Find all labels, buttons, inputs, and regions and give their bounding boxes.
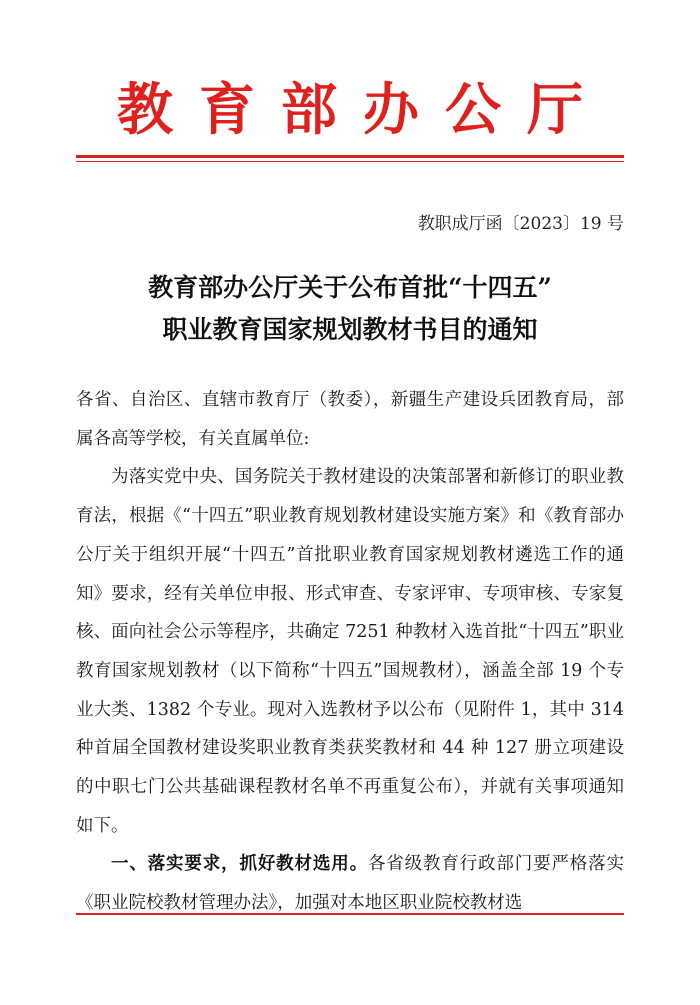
section-1-paragraph bbox=[76, 845, 624, 922]
masthead-title: 教育部办公厅 bbox=[117, 77, 609, 143]
footer-rule bbox=[76, 913, 624, 915]
document-title-line-1: 教育部办公厅关于公布首批“十四五” bbox=[148, 273, 552, 302]
masthead-rule-thin bbox=[76, 161, 624, 162]
document-body bbox=[76, 381, 624, 923]
addressee-paragraph: 各省、自治区、直辖市教育厅（教委），新疆生产建设兵团教育局，部属各高等学校，有关直属单位: bbox=[76, 390, 624, 449]
masthead-rule-thick bbox=[76, 155, 624, 158]
body-paragraph-1: 为落实党中央、国务院关于教材建设的决策部署和新修订的职业教育法，根据《“十四五”职业教育规划教材建设实施方案》和《教育部办公厅关于组织开展“十四五”首批职业教育国家规划教材遴选工作的通知》要求，经有关单位申报、形式审查、专家评审、专项审核、专家复核、面向社会公示等程序，共确定 7251 种教材入选首批“十四五”职业教育国家规划教材（以下简称“十四五”国规教材），涵盖全部 19 个专业大类、1382 个专业。现对入选教材予以公布（见附件 1，其中 314 种首届全国教材建设奖职业教育类获奖教材和 44 种 127 册立项建设的中职七门公共基础课程教材名单不再重复公布），并就有关事项通知如下。 bbox=[76, 467, 624, 836]
section-1-text: 各省级教育行政部门要严格落实《职业院校教材管理办法》，加强对本地区职业院校教材选 bbox=[76, 854, 625, 914]
document-number: 教职成厅函〔2023〕19 号 bbox=[417, 214, 624, 234]
document-title-line-2: 职业教育国家规划教材书目的通知 bbox=[162, 315, 538, 344]
section-1-heading: 一、落实要求，抓好教材选用。 bbox=[111, 854, 368, 875]
